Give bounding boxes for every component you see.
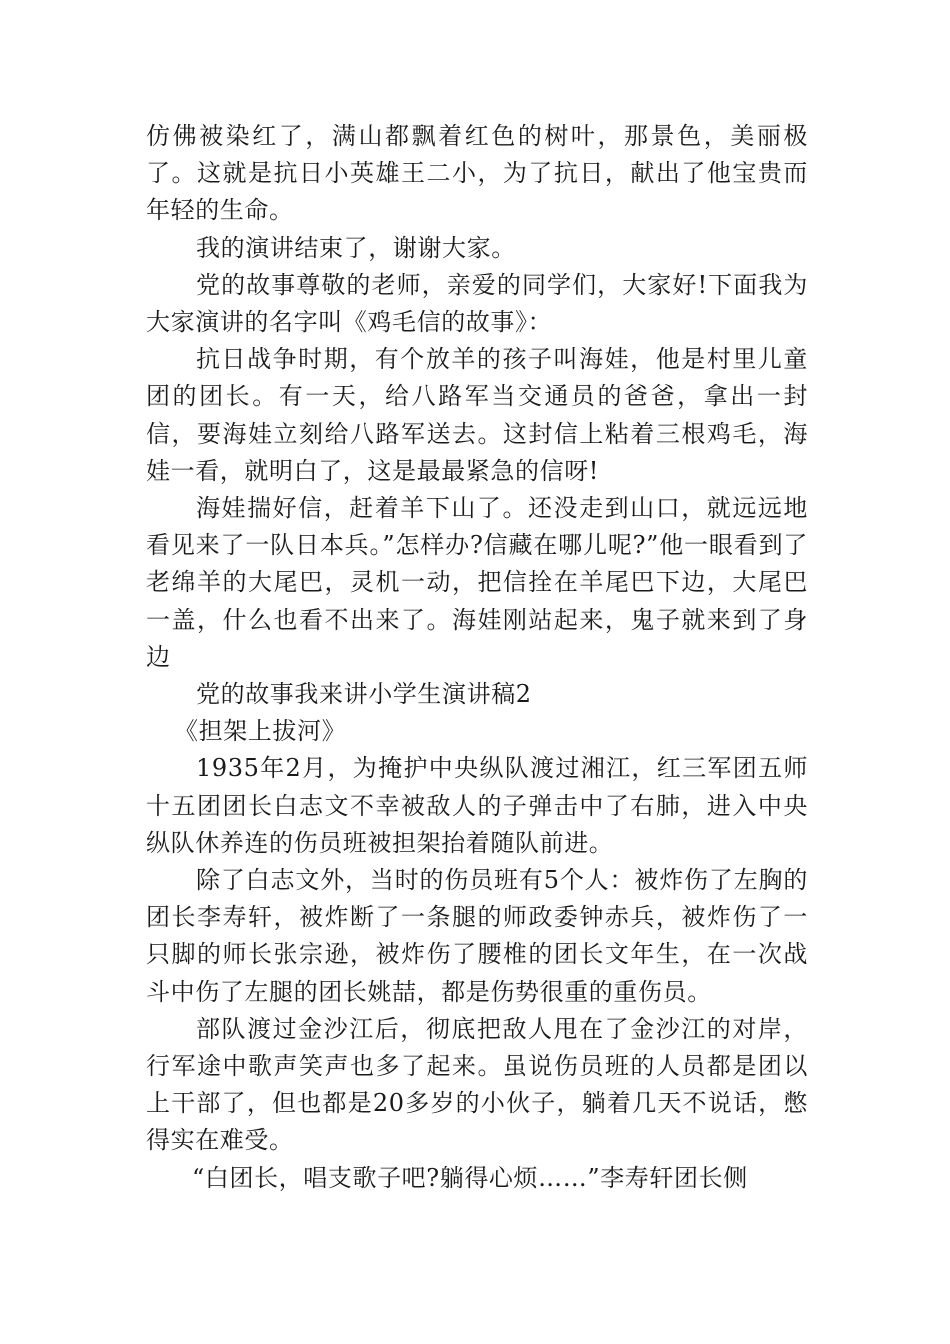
paragraph-speech-end: 我的演讲结束了，谢谢大家。 — [196, 233, 516, 262]
paragraph-wounded: 除了白志文外，当时的伤员班有5个人：被炸伤了左胸的团长李寿轩，被炸断了一条腿的师政委钟赤兵，被炸伤了一只脚的师长张宗逊，被炸伤了腰椎的团长文年生，在一次战斗中伤了左腿的团长姚喆，都是伤势很重的重伤员。 — [146, 866, 808, 1006]
section-heading: 党的故事我来讲小学生演讲稿2 — [196, 680, 532, 709]
paragraph-1935: 1935年2月，为掩护中央纵队渡过湘江，红三军团五师十五团团长白志文不幸被敌人的子弹击中了右肺，进入中央纵队休养连的伤员班被担架抬着随队前进。 — [146, 754, 808, 857]
paragraph-jinsha: 部队渡过金沙江后，彻底把敌人甩在了金沙江的对岸，行军途中歌声笑声也多了起来。虽说伤员班的人员都是团以上干部了，但也都是20多岁的小伙子，躺着几天不说话，憋得实在难受。 — [146, 1014, 808, 1155]
paragraph-speech-intro: 党的故事尊敬的老师，亲爱的同学们，大家好!下面我为大家演讲的名字叫《鸡毛信的故事》： — [146, 270, 808, 337]
paragraph-story-continue: 海娃揣好信，赶着羊下山了。还没走到山口，就远远地看见来了一队日本兵。”怎样办?信藏在哪儿呢?”他一眼看到了老绵羊的大尾巴，灵机一动，把信拴在羊尾巴下边，大尾巴一盖，什么也看不出来了。海娃刚站起来，鬼子就来到了身边 — [146, 494, 808, 671]
paragraph-story-start: 抗日战争时期，有个放羊的孩子叫海娃，他是村里儿童团的团长。有一天，给八路军当交通员的爸爸，拿出一封信，要海娃立刻给八路军送去。这封信上粘着三根鸡毛，海娃一看，就明白了，这是最最紧急的信呀! — [146, 345, 808, 485]
paragraph-quote: “白团长，唱支歌子吧?躺得心烦……”李寿轩团长侧 — [192, 1163, 748, 1192]
document-body — [146, 118, 808, 1197]
story-title: 《担架上拔河》 — [174, 717, 347, 746]
paragraph-continued: 仿佛被染红了，满山都飘着红色的树叶，那景色，美丽极了。这就是抗日小英雄王二小，为了抗日，献出了他宝贵而年轻的生命。 — [146, 122, 808, 225]
